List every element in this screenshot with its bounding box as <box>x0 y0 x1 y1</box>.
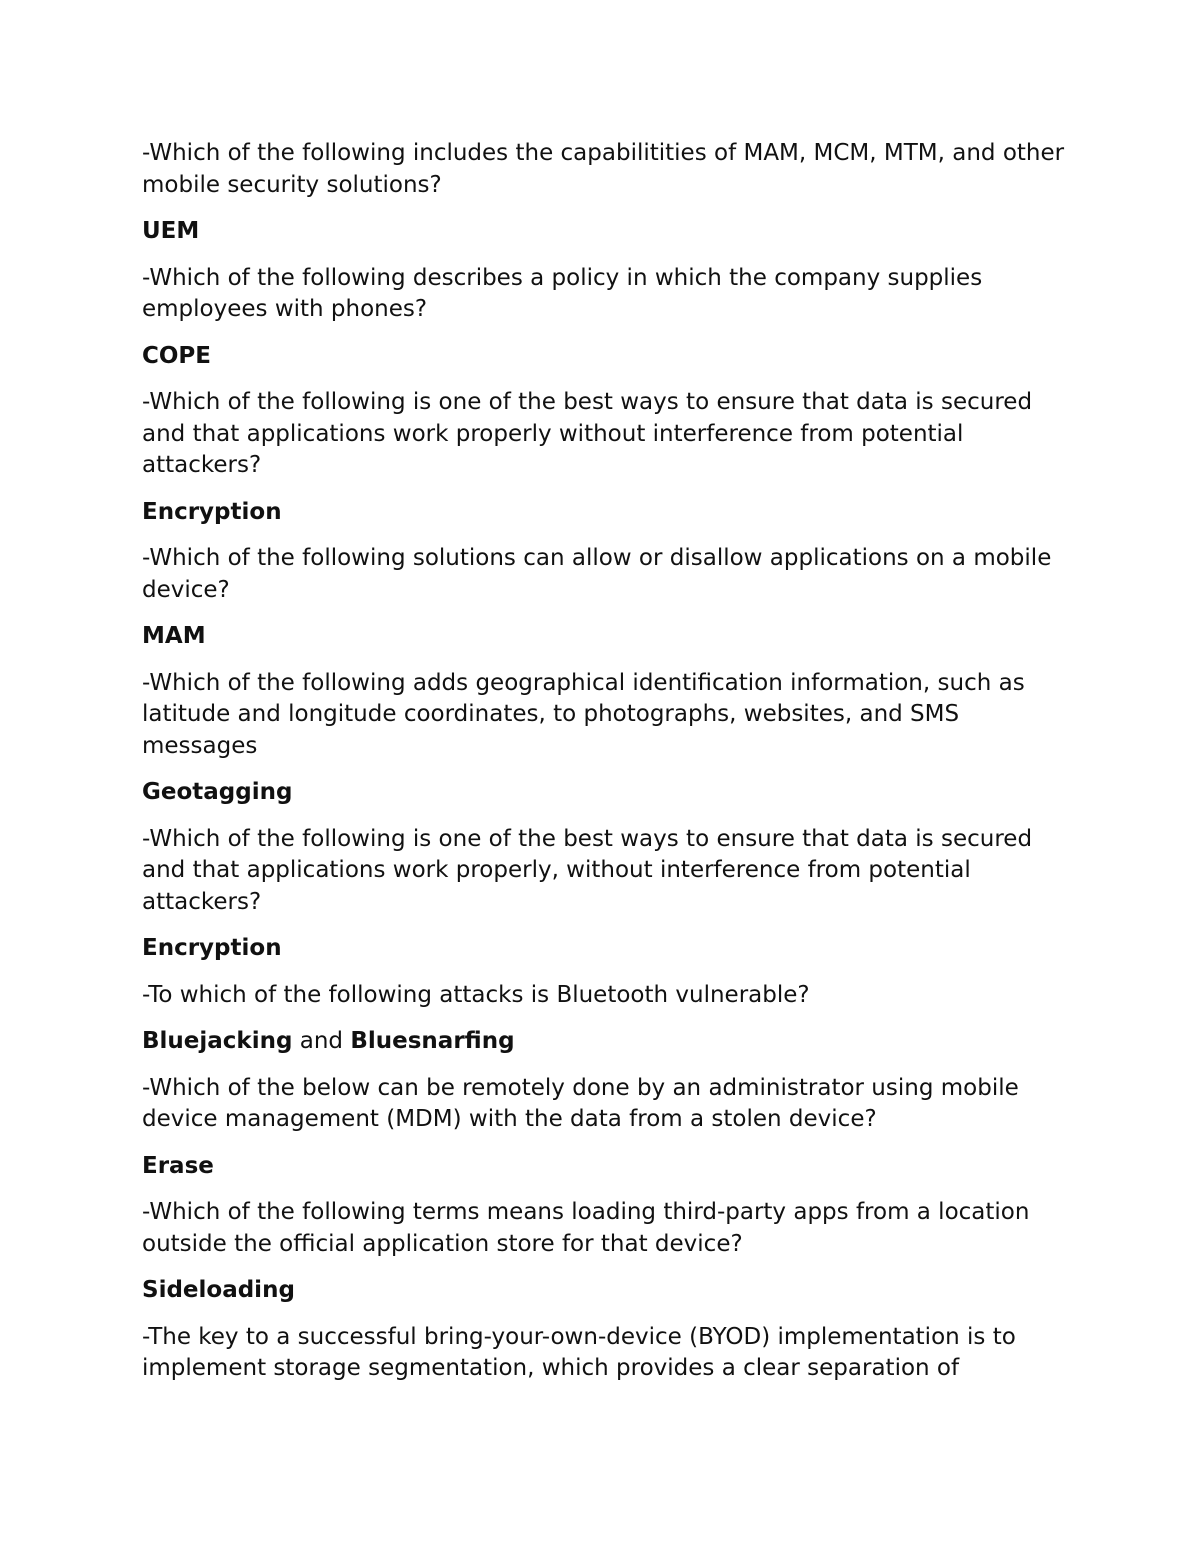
question-text: -Which of the below can be remotely done by an administrator using mobile device management (MDM) with the data from a stolen device? <box>142 1074 1019 1132</box>
question-text: -Which of the following includes the capabilitities of MAM, MCM, MTM, and other mobile security solutions? <box>142 140 1065 198</box>
answer-part-bluesnarfing: Bluesnarfing <box>350 1028 515 1054</box>
answer-text: Geotagging <box>142 779 293 805</box>
answer-text <box>142 1026 1072 1058</box>
answer-text: Erase <box>142 1152 214 1179</box>
question-text: -Which of the following is one of the best ways to ensure that data is secured and that applications work properly, without interference from potential attackers? <box>142 825 1033 915</box>
answer-text: Encryption <box>142 935 282 961</box>
question-text: -Which of the following solutions can allow or disallow applications on a mobile device? <box>142 545 1052 603</box>
question-text: -Which of the following terms means loading third-party apps from a location outside the official application store for that device? <box>142 1199 1030 1257</box>
answer-joiner: and <box>292 1028 351 1054</box>
answer-text: Encryption <box>142 498 282 525</box>
document-page <box>142 138 1072 1400</box>
question-text: -The key to a successful bring-your-own-device (BYOD) implementation is to implement storage segmentation, which provides a clear separation of <box>142 1323 1016 1381</box>
question-text: -Which of the following is one of the best ways to ensure that data is secured and that applications work properly without interference from potential attackers? <box>142 389 1033 478</box>
question-text: -Which of the following describes a policy in which the company supplies employees with phones? <box>142 264 983 322</box>
answer-text: UEM <box>142 218 200 244</box>
answer-part-bluejacking: Bluejacking <box>142 1028 293 1054</box>
answer-text: COPE <box>142 342 211 369</box>
answer-text: MAM <box>142 623 206 649</box>
question-text: -Which of the following adds geographical identification information, such as latitude and longitude coordinates, to photographs, websites, and SMS messages <box>142 669 1025 759</box>
answer-text: Sideloading <box>142 1277 295 1303</box>
question-text: -To which of the following attacks is Bluetooth vulnerable? <box>142 981 810 1008</box>
